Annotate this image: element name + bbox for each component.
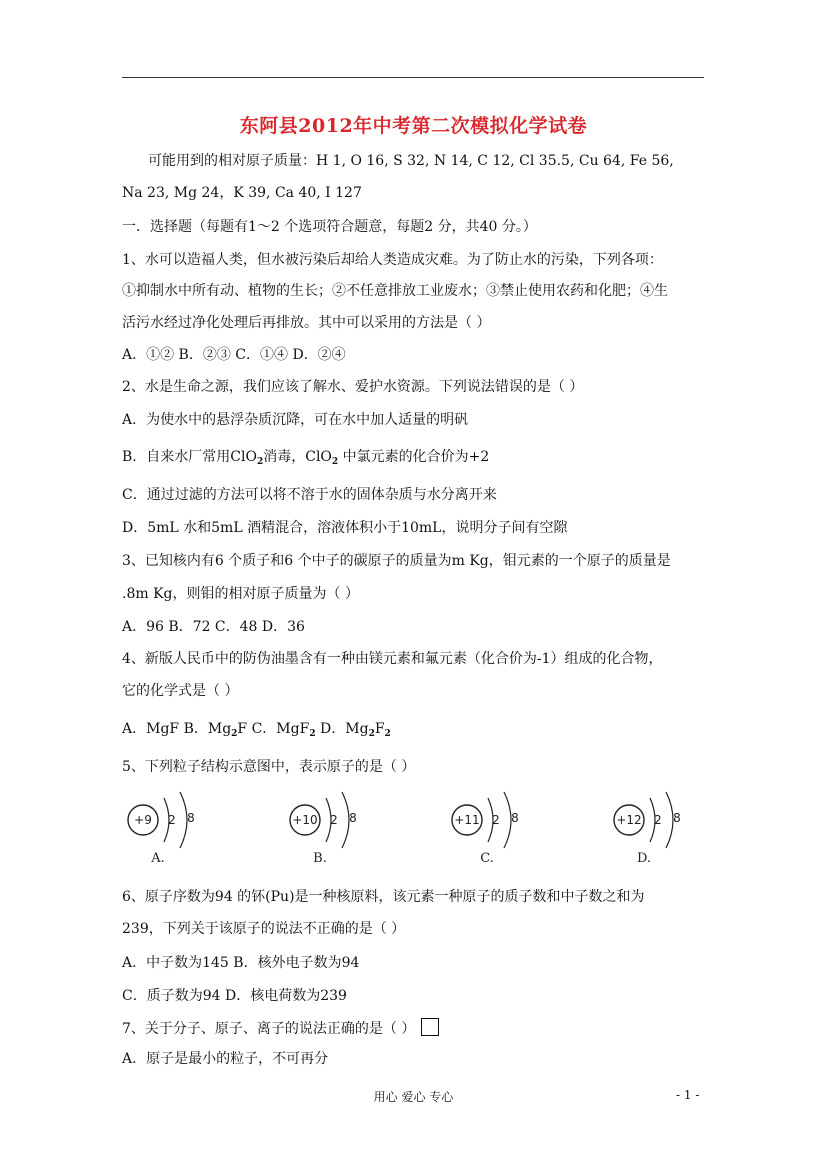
q4-subscript-4: 2 [384, 729, 391, 739]
atomic-masses-line-2: Na 23, Mg 24，K 39, Ca 40, I 127 [122, 185, 362, 201]
q4-line-2: 它的化学式是（ ） [122, 683, 239, 699]
shell-arc-2-c [504, 792, 511, 848]
shell-electrons-2-c: 8 [511, 811, 519, 825]
q1-line-2: ①抑制水中所有动、植物的生长；②不任意排放工业废水；③禁止使用农药和化肥；④生 [122, 283, 668, 299]
atom-diagram-c [452, 792, 519, 866]
shell-arc-2-b [342, 792, 349, 848]
shell-arc-2-d [666, 792, 673, 848]
q4-opt-part-1: A．MgF B．Mg [122, 721, 232, 737]
q4-subscript-1: 2 [231, 729, 238, 739]
nucleus-charge-c: +11 [454, 813, 480, 827]
shell-electrons-2-d: 8 [673, 811, 681, 825]
q6-options-2: C．质子数为94 D．核电荷数为239 [122, 988, 347, 1004]
page-number: - 1 - [676, 1088, 700, 1102]
shell-arc-2-a [180, 792, 187, 848]
q3-line-1: 3、已知核内有6 个质子和6 个中子的碳原子的质量为m Kg，钼元素的一个原子的质量是 [122, 553, 671, 569]
shell-electrons-1-d: 2 [654, 813, 662, 827]
atom-diagram-b [290, 792, 357, 866]
q4-subscript-2: 2 [309, 729, 316, 739]
q2-b-subscript-1: 2 [256, 457, 264, 467]
exam-title: 东阿县2012年中考第二次模拟化学试卷 [239, 115, 588, 137]
q6-line-1: 6、原子序数为94 的钚(Pu)是一种核原料，该元素一种原子的质子数和中子数之和为 [122, 889, 645, 905]
nucleus-charge-d: +12 [616, 813, 642, 827]
q4-subscript-3: 2 [368, 729, 375, 739]
q3-options: A．96 B．72 C．48 D．36 [122, 619, 305, 635]
footer-motto: 用心 爱心 专心 [373, 1090, 454, 1104]
nucleus-charge-b: +10 [292, 813, 318, 827]
q1-line-1: 1、水可以造福人类，但水被污染后却给人类造成灾难。为了防止水的污染，下列各项： [122, 252, 663, 268]
q7-stem-text: 7、关于分子、原子、离子的说法正确的是（ ） [122, 1021, 416, 1037]
shell-electrons-2-b: 8 [349, 811, 357, 825]
shell-electrons-2-a: 8 [187, 811, 195, 825]
q3-line-2: .8m Kg，则钼的相对原子质量为（ ） [122, 586, 359, 602]
q4-opt-part-4: F [374, 721, 385, 737]
q4-opt-part-3: D．Mg [315, 721, 369, 737]
q6-options-1: A．中子数为145 B．核外电子数为94 [122, 955, 360, 971]
shell-electrons-1-c: 2 [492, 813, 500, 827]
atomic-masses-line-1: 可能用到的相对原子质量：H 1, O 16, S 32, N 14, C 12, Cl 35.5, Cu 64, Fe 56, [148, 153, 674, 169]
shell-electrons-1-b: 2 [330, 813, 338, 827]
nucleus-charge-a: +9 [134, 813, 152, 827]
atom-label-d: D. [636, 851, 652, 866]
q2-b-part-3: 中氯元素的化合价为+2 [338, 449, 490, 465]
section-heading: 一．选择题（每题有1～2 个选项符合题意，每题2 分，共40 分。） [122, 219, 537, 235]
q2-stem: 2、水是生命之源，我们应该了解水、爱护水资源。下列说法错误的是（ ） [122, 379, 584, 395]
q7-stem [122, 1018, 439, 1038]
checkbox-square [421, 1018, 439, 1036]
shell-electrons-1-a: 2 [168, 813, 176, 827]
header-rule [122, 77, 704, 78]
atom-label-a: A. [151, 851, 165, 866]
q2-option-b [122, 448, 489, 466]
atom-diagram-a [128, 792, 195, 866]
q7-option-a: A．原子是最小的粒子，不可再分 [122, 1051, 329, 1067]
q2-b-subscript-2: 2 [331, 457, 339, 467]
q1-line-3: 活污水经过净化处理后再排放。其中可以采用的方法是（ ） [122, 315, 491, 331]
q4-options [122, 720, 391, 738]
q2-option-c: C．通过过滤的方法可以将不溶于水的固体杂质与水分离开来 [122, 487, 497, 503]
q2-option-a: A．为使水中的悬浮杂质沉降，可在水中加人适量的明矾 [122, 412, 469, 428]
atom-label-c: C. [480, 851, 494, 866]
q1-options: A．①② B．②③ C．①④ D．②④ [122, 347, 346, 363]
q4-line-1: 4、新版人民币中的防伪油墨含有一种由镁元素和氟元素（化合价为-1）组成的化合物， [122, 651, 663, 667]
q2-b-part-2: 消毒，ClO [263, 449, 332, 465]
q6-line-2: 239，下列关于该原子的说法不正确的是（ ） [122, 921, 406, 937]
atom-diagram-d [614, 792, 681, 866]
q4-opt-part-2: F C．MgF [237, 721, 310, 737]
q2-b-part-1: B．自来水厂常用ClO [122, 449, 257, 465]
q5-stem: 5、下列粒子结构示意图中，表示原子的是（ ） [122, 759, 416, 775]
atom-structure-diagrams [118, 788, 698, 868]
q2-option-d: D．5mL 水和5mL 酒精混合，溶液体积小于10mL，说明分子间有空隙 [122, 520, 568, 536]
atom-label-b: B. [313, 851, 327, 866]
